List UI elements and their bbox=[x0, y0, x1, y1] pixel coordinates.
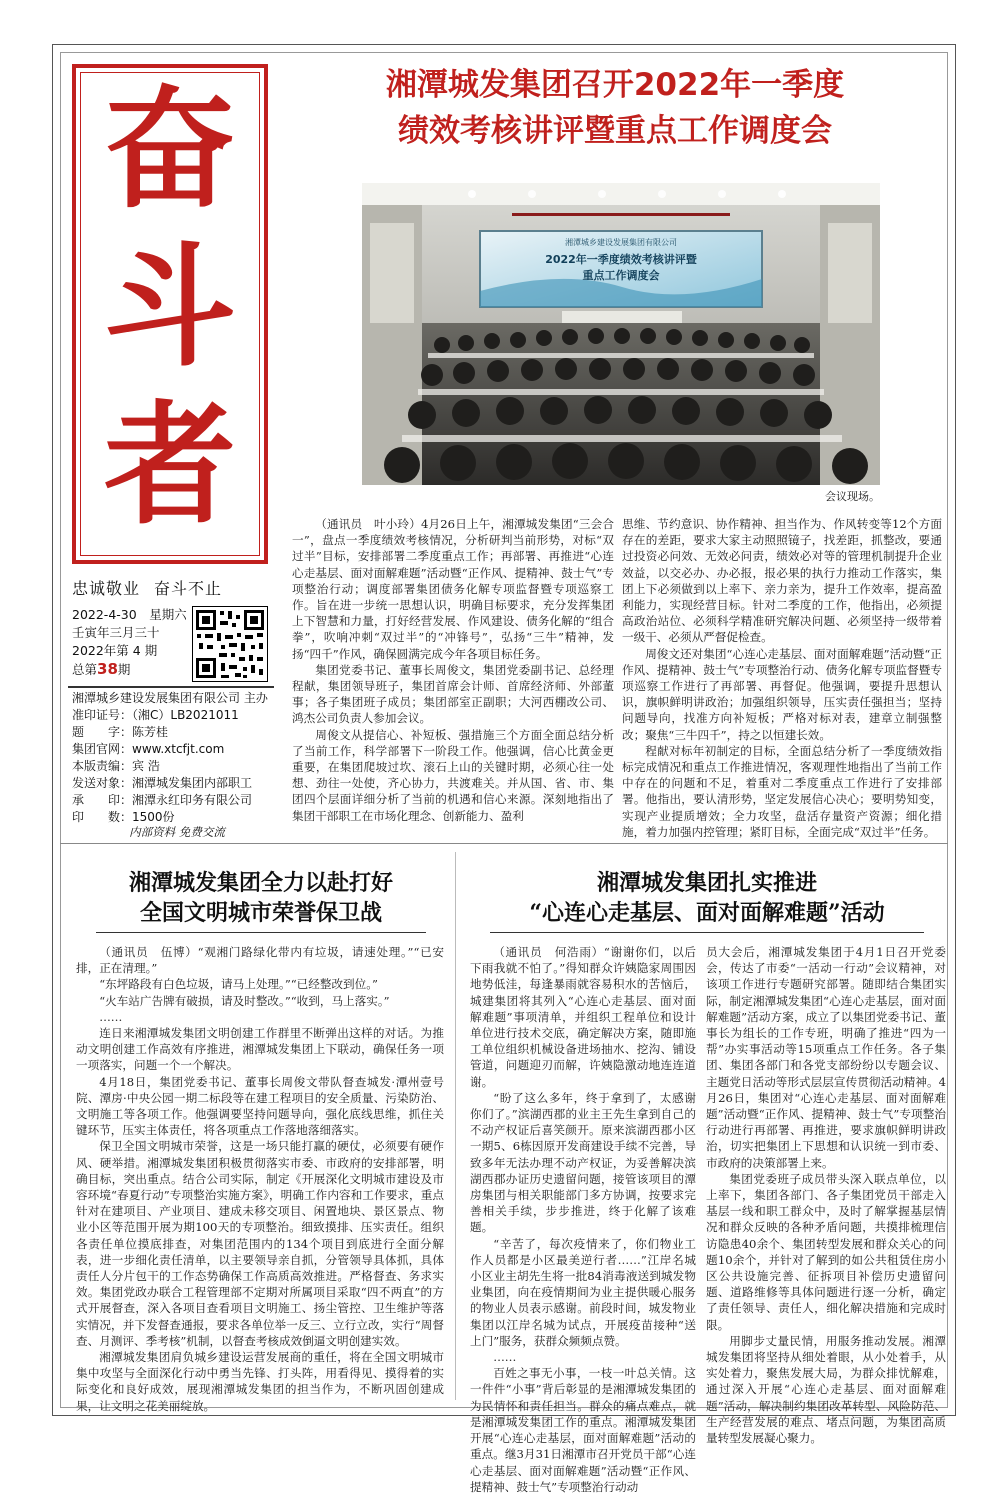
article3-paragraph: 集团党委班子成员带头深入联点单位，以上率下，集团各部门、各子集团党员干部走入基层一线和职工群众中，及时了解掌握基层情况和群众反映的各种矛盾问题，共摸排梳理信访隐患40余个、集团转型发展和群众关心的问题10余个，并针对了解到的如公共租赁住房小区公共设施完善、征拆项目补偿历史遗留问题、道路维修等具体问题进行逐一分析，确定了责任领导、责任人，细化解决措施和完成时限。 bbox=[706, 1171, 946, 1332]
lead-paragraph: 周俊文从提信心、补短板、强措施三个方面全面总结分析了当前工作，科学部署下一阶段工作。他强调，信心比黄金更重要，在集团爬坡过坎、滚石上山的关键时期，必须心往一处想、劲往一处使，齐心协力，共渡难关。并从国、省、市、集团四个层面详细分析了当前的机遇和信心来源。深刻地指出了集团干部职工在市场化理念、创新能力、盈利 bbox=[292, 727, 614, 823]
article3-headline bbox=[468, 868, 946, 928]
screen-text-line: 湘潭城乡建设发展集团有限公司 bbox=[565, 238, 677, 247]
lead-headline-line-1: 湘潭城发集团召开2022年一季度 bbox=[385, 67, 845, 103]
article3-paragraph: “盼了这么多年，终于拿到了，太感谢你们了。”滨湖西郡的业主王先生拿到自己的不动产权证后喜笑颜开。原来滨湖西郡小区一期5、6栋因原开发商建设手续不完善，导致多年无法办理不动产权证，为妥善解决滨湖西郡办证历史遗留问题，接管该项目的潭房集团与相关职能部门多方协调，按要求完善相关手续，步步推进，终于化解了该难题。 bbox=[470, 1090, 696, 1235]
article3-paragraph: “辛苦了，每次疫情来了，你们物业工作人员都是小区最美逆行者……”江岸名城小区业主胡先生将一批84消毒液送到城发物业集团，向在疫情期间为业主提供暖心服务的物业人员表示感谢。前段时间，城发物业集团以江岸名城为试点，开展疫苗接种“送上门”服务，获群众频频点赞。 bbox=[470, 1236, 696, 1348]
lead-paragraph: 思维、节约意识、协作精神、担当作为、作风转变等12个方面存在的差距，要求大家主动照照镜子，找差距，抓整改，要通过投资必问效、无效必问责，绩效必对等的管理机制提升企业效益，以交必办、办必报，报必果的执行力推动工作落实，集团上下必须做到以上率下、亲力亲为，提升工作效率，提高盈利能力，实现经营目标。针对二季度的工作，他指出，必须提高政治站位、必须科学精准研究解决问题、必须坚持一级带着一级干、必须从严督促检查。 bbox=[622, 517, 942, 645]
lead-paragraph: 程献对标年初制定的目标，全面总结分析了一季度绩效指标完成情况和重点工作推进情况，客观理性地指出了当前工作中存在的问题和不足，着重对二季度重点工作进行了安排部署。他指出，要认清形势，坚定发展信心决心；要明势知变，实现产业提质增效；全力攻坚，盘活存量资产资源；细化措施，着力加强内控管理；紧盯目标，全面完成“双过半”任务。 bbox=[622, 743, 942, 839]
issue-block bbox=[72, 606, 192, 679]
screen-text-line: 2022年一季度绩效考核讲评暨 bbox=[545, 253, 697, 266]
info-line: 承 印：湘潭永红印务有限公司 bbox=[72, 793, 253, 807]
publication-info bbox=[72, 690, 282, 826]
info-line: 发送对象：湘潭城发集团内部职工 bbox=[72, 776, 253, 790]
article2-paragraph: （通讯员 伍博）“观湘门路绿化带内有垃圾，请速处理。”“已安排，正在清理。” bbox=[76, 945, 444, 976]
photo-caption: 会议现场。 bbox=[825, 490, 880, 503]
masthead-char-1: 奋 bbox=[104, 72, 236, 227]
article3-column-1 bbox=[470, 944, 696, 1495]
article2-paragraph: 4月18日，集团党委书记、董事长周俊文带队督查城发·潭州壹号院、潭房·中央公园一期二标段等在建工程项目的安全质量、污染防治、文明施工等各项工作。他强调要坚持问题导向，强化底线思维，抓住关键环节，压实主体责任，将各项重点工作落地落细落实。 bbox=[76, 1074, 444, 1138]
column-divider bbox=[455, 852, 456, 1400]
article2-paragraph: “东坪路段有白色垃圾，请马上处理。”“已经整改到位。” bbox=[99, 977, 378, 992]
article3-column-2 bbox=[706, 944, 946, 1446]
info-line: 集团官网：www.xtcfjt.com bbox=[72, 742, 225, 756]
info-line: 湘潭城乡建设发展集团有限公司 主办 bbox=[72, 691, 268, 705]
masthead-slogan bbox=[72, 576, 272, 599]
lead-headline-line-2: 绩效考核讲评暨重点工作调度会 bbox=[398, 113, 832, 149]
distribution-note: 内部资料 免费交流 bbox=[129, 825, 225, 839]
screen-text-line: 重点工作调度会 bbox=[582, 269, 660, 282]
article2-paragraph: 连日来湘潭城发集团文明创建工作群里不断弹出这样的对话。为推动文明创建工作高效有序推进，湘潭城发集团上下联动，确保任务一项一项落实，问题一个一个解决。 bbox=[76, 1026, 444, 1073]
lead-paragraph: 周俊文还对集团“心连心走基层、面对面解难题”活动暨“正作风、提精神、鼓士气”专项整治行动、债务化解专项监督暨专项巡察工作进行了再部署、再督促。他强调，要提升思想认识，旗帜鲜明讲政治；加强组织领导，压实责任强担当；坚持问题导向，找准方向补短板；严格对标对表，建章立制强整改；聚焦“三牛四千”，持之以恒建长效。 bbox=[622, 646, 942, 742]
issue-total-number: 38 bbox=[97, 660, 118, 678]
article3-paragraph: 百姓之事无小事，一枝一叶总关情。这一件件“小事”背后彰显的是湘潭城发集团的为民情怀和责任担当。群众的痛点难点，就是湘潭城发集团工作的重点。湘潭城发集团开展“心连心走基层，面对面解难题”活动的重点。继3月31日湘潭市召开党员干部“心连心走基层、面对面解难题”活动暨“正作风、提精神、鼓士气”专项整治行动动 bbox=[470, 1366, 696, 1494]
article3-paragraph: （通讯员 何浩雨）“谢谢你们，以后下雨我就不怕了。”得知群众许姨隐家周围因地势低洼，每逢暴雨就容易积水的苦恼后，城建集团将其列入“心连心走基层、面对面解难题”事项清单，并组织工程单位和设计单位进行技术交底，确定解决方案，随即施工单位组织机械设备进场抽水、挖沟、铺设管道，问题迎刃而解，许姨隐激动地连连道谢。 bbox=[470, 945, 696, 1089]
article3-title-rule bbox=[490, 932, 924, 933]
article2-headline-line-1: 湘潭城发集团全力以赴打好 bbox=[128, 870, 393, 896]
issue-total: 总第38期 bbox=[72, 660, 131, 678]
issue-weekday: 星期六 bbox=[149, 607, 187, 622]
masthead-char-3: 者 bbox=[104, 388, 236, 543]
article3-paragraph: …… bbox=[493, 1350, 517, 1365]
article2-paragraph: 保卫全国文明城市荣誉，这是一场只能打赢的硬仗，必须要有硬作风、硬举措。湘潭城发集团积极贯彻落实市委、市政府的安排部署，明确目标，突出重点。结合公司实际，制定《开展深化文明城市建设及市容环境“春夏行动”专项整治实施方案》，明确工作内容和工作要求，重点针对在建项目、产业项目、建成未移交项目、闲置地块、景区景点、物业小区等范围开展为期100天的专项整治。细致摸排、压实责任。组织各责任单位摸底排查，对集团范围内的134个项目到底进行全面分解表，进一步细化责任清单，以主要领导亲自抓，分管领导具体抓，具体责任人分片包干的工作态势确保工作高质高效推进。严格督查、务求实效。集团党政办联合工程管理部不定期对所属项目采取“四不两直”的方式开展督查，深入各项目查看项目文明施工、扬尘管控、卫生维护等落实情况，并下发督查通报，要求各单位举一反三、立行立改，实行“周督查、月测评、季考核”机制，以督查考核成效倒逼文明创建实效。 bbox=[76, 1139, 444, 1348]
article2-paragraph: …… bbox=[99, 1009, 123, 1024]
info-line: 准印证号：（湘C）LB2021011 bbox=[72, 708, 239, 722]
lead-article-column-1 bbox=[292, 516, 614, 824]
slogan-1: 忠诚敬业 bbox=[72, 579, 141, 598]
info-line: 本版责编：宾 浩 bbox=[72, 759, 160, 773]
article2-paragraph: “火车站广告牌有破损，请及时整改。”“收到，马上落实。” bbox=[99, 993, 390, 1008]
article2-body bbox=[76, 944, 444, 1414]
masthead-divider bbox=[68, 686, 274, 688]
qr-code-icon bbox=[192, 606, 268, 682]
lead-article-column-2 bbox=[622, 516, 942, 840]
article2-headline bbox=[76, 868, 446, 928]
masthead-logo bbox=[80, 72, 260, 556]
section-divider bbox=[60, 843, 948, 844]
issue-lunar: 壬寅年三月三十 bbox=[72, 625, 160, 640]
issue-number: 2022年第 4 期 bbox=[72, 643, 158, 658]
issue-date: 2022-4-30 bbox=[72, 607, 137, 622]
article2-paragraph: 湘潭城发集团肩负城乡建设运营发展商的重任，将在全国文明城市集中攻坚与全面深化行动中勇当先锋、打头阵，用看得见、摸得着的实际变化和良好成效，展现湘潭城发集团的担当作为，不断巩固创建成果，让文明之花美丽绽放。 bbox=[76, 1350, 444, 1413]
lead-paragraph: 集团党委书记、董事长周俊文，集团党委副书记、总经理程献，集团领导班子，集团首席会计师、首席经济师、外部董事；各子集团班子成员；集团部室正副职；大河西棚改公司、鸿杰公司负责人参加会议。 bbox=[292, 662, 614, 726]
info-line: 印 数：1500份 bbox=[72, 810, 175, 824]
slogan-2: 奋斗不止 bbox=[154, 579, 223, 598]
lead-paragraph: （通讯员 叶小玲）4月26日上午，湘潭城发集团“三会合一”，盘点一季度绩效考核情况，分析研判当前形势，对标“双过半”目标，安排部署二季度重点工作；再部署、再推进“心连心走基层、面对面解难题”活动暨“正作风、提精神、鼓士气”专项整治行动；调度部署集团债务化解专项监督暨专项巡察工作。旨在进一步统一思想认识，明确目标要求，充分发挥集团上下智慧和力量，打好经营发展、作风建设、债务化解的“组合拳”，吹响冲刺“双过半”的“冲锋号”，弘扬“三牛”精神，发扬“四千”作风，确保圆满完成今年各项目标任务。 bbox=[292, 517, 614, 661]
article2-title-rule bbox=[96, 932, 426, 933]
article3-headline-line-2: “心连心走基层、面对面解难题”活动 bbox=[529, 900, 885, 926]
article3-paragraph: 用脚步丈量民情，用服务推动发展。湘潭城发集团将坚持从细处着眼，从小处着手，从实处着力，聚焦发展大局，为群众排忧解难，通过深入开展“心连心走基层、面对面解难题”活动，解决制约集团改革转型、风险防范、生产经营发展的难点、堵点问题，为集团高质量转型发展凝心聚力。 bbox=[706, 1333, 946, 1446]
lead-headline bbox=[290, 62, 940, 154]
article3-headline-line-1: 湘潭城发集团扎实推进 bbox=[596, 870, 817, 896]
info-line: 题 字：陈芳桂 bbox=[72, 725, 169, 739]
article2-headline-line-2: 全国文明城市荣誉保卫战 bbox=[139, 900, 382, 926]
article3-paragraph: 员大会后，湘潭城发集团于4月1日召开党委会，传达了市委“一活动一行动”会议精神，对该项工作进行专题研究部署。随即结合集团实际，制定湘潭城发集团“心连心走基层，面对面解难题”活动方案，成立了以集团党委书记、董事长为组长的工作专班，明确了推进“四为一帮”办实事活动等15项重点工作任务。各子集团、集团各部门和各党支部纷纷以专题会议、主题党日活动等形式层层宣传贯彻活动精神。4月26日，集团对“心连心走基层、面对面解难题”活动暨“正作风、提精神、鼓士气”专项整治行动进行再部署、再推进，要求旗帜鲜明讲政治，切实把集团上下思想和认识统一到市委、市政府的决策部署上来。 bbox=[706, 945, 946, 1170]
masthead-char-2: 斗 bbox=[104, 230, 236, 385]
meeting-photo bbox=[362, 183, 880, 485]
